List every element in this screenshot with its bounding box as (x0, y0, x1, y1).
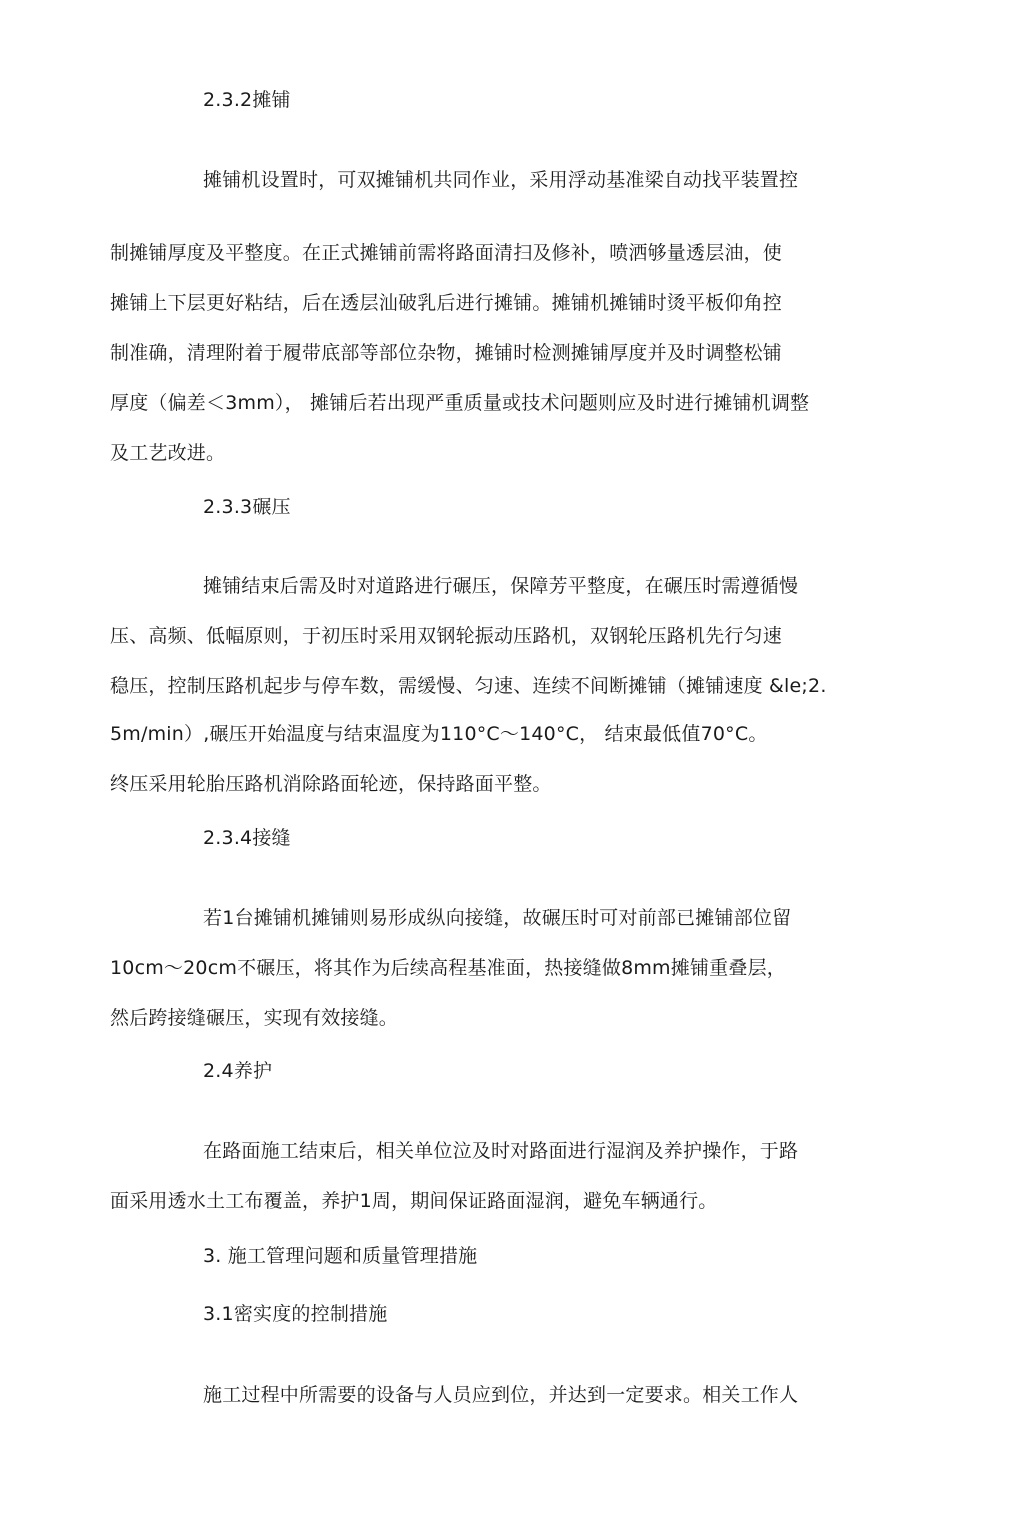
paragraph-line: 在路面施工结束后，相关单位泣及时对路面进行湿润及养护操作，于路 (203, 1140, 799, 1162)
paragraph-line: 摊铺上下层更好粘结，后在透层汕破乳后进行摊铺。摊铺机摊铺时烫平板仰角控 (110, 292, 783, 314)
paragraph-line: 面采用透水土工布覆盖，养护1周，期间保证路面湿润，避免车辆通行。 (110, 1190, 718, 1212)
paragraph-line: 厚度（偏差＜3mm）， 摊铺后若出现严重质量或技术问题则应及时进行摊铺机调整 (110, 392, 810, 414)
section-heading-2-3-2: 2.3.2摊铺 (203, 89, 291, 111)
paragraph-line: 终压采用轮胎压路机消除路面轮迹，保持路面平整。 (110, 773, 552, 795)
paragraph-line: 制摊铺厚度及平整度。在正式摊铺前需将路面清扫及修补，喷洒够量透层油，使 (110, 242, 783, 264)
paragraph-line: 5m/min）,碾压开始温度与结束温度为110°C～140°C， 结束最低值70°C。 (110, 723, 768, 745)
paragraph-line: 摊铺结束后需及时对道路进行碾压，保障芳平整度，在碾压时需遵循慢 (203, 575, 799, 597)
paragraph-line: 及工艺改进。 (110, 442, 226, 464)
paragraph-line: 制准确，清理附着于履带底部等部位杂物，摊铺时检测摊铺厚度并及时调整松铺 (110, 342, 783, 364)
paragraph-line: 若1台摊铺机摊铺则易形成纵向接缝，故碾压时可对前部已摊铺部位留 (203, 907, 792, 929)
paragraph-line: 施工过程中所需要的设备与人员应到位，并达到一定要求。相关工作人 (203, 1384, 799, 1406)
paragraph-line: 10cm～20cm不碾压，将其作为后续高程基准面，热接缝做8mm摊铺重叠层， (110, 957, 786, 979)
section-heading-3: 3. 施工管理问题和质量管理措施 (203, 1245, 478, 1267)
paragraph-line: 摊铺机设置时，可双摊铺机共同作业，采用浮动基准梁自动找平装置控 (203, 169, 799, 191)
paragraph-line: 然后跨接缝碾压，实现有效接缝。 (110, 1007, 399, 1029)
section-heading-3-1: 3.1密实度的控制措施 (203, 1303, 388, 1325)
section-heading-2-3-4: 2.3.4接缝 (203, 827, 291, 849)
paragraph-line: 压、高频、低幅原则，于初压时采用双钢轮振动压路机，双钢轮压路机先行匀速 (110, 625, 783, 647)
section-heading-2-4: 2.4养护 (203, 1060, 273, 1082)
paragraph-line: 稳压，控制压路机起步与停车数，需缓慢、匀速、连续不间断摊铺（摊铺速度 &le;2. (110, 675, 827, 697)
section-heading-2-3-3: 2.3.3碾压 (203, 496, 291, 518)
